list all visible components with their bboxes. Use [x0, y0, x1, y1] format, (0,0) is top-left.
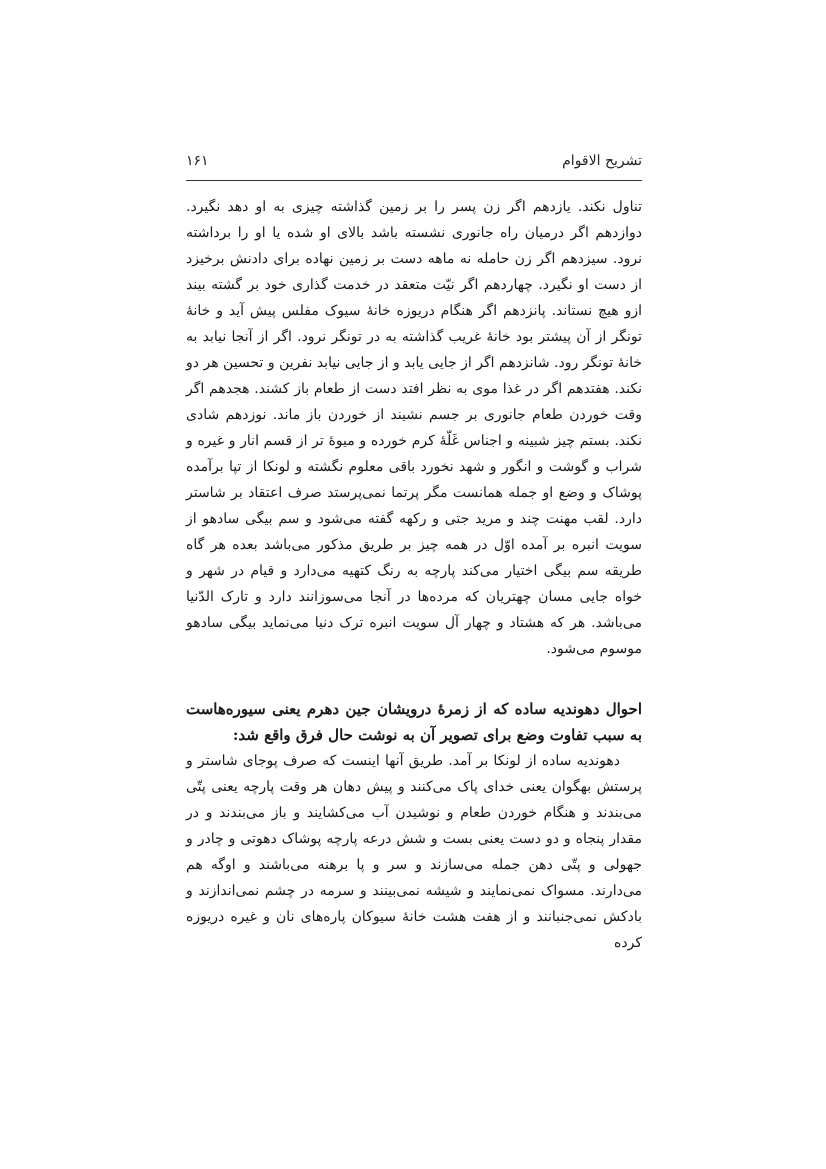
paragraph-2: دهوندیه ساده از لونکا بر آمد. طریق آنها اینست که صرف پوجای شاستر و پرستش بهگوان یعنی خدای پاک می‌کنند و پیش دهان هر وقت پارچه یعنی پتّی می‌بندند و هنگام خوردن طعام و نوشیدن آب می‌کشایند و باز می‌بندند و در مقدار پنجاه و دو دست یعنی بست و شش درعه پارچه پوشاک دهوتی و چادر و جهولی و پتّی دهن جمله می‌سازند و سر و پا برهنه می‌باشند و اوگه هم می‌دارند. مسواک نمی‌نمایند و شیشه نمی‌بینند و سرمه در چشم نمی‌اندازند و بادکش نمی‌جنبانند و از هفت هشت خانهٔ سیوکان پاره‌های نان و غیره دریوزه کرده — [186, 753, 642, 951]
paragraph-1: تناول نکند. یازدهم اگر زن پسر را بر زمین گذاشته چیزی به او دهد نگیرد. دوازدهم اگر درمیان راه جانوری نشسته باشد بالای او شده یا او را برداشته نرود. سیزدهم اگر زن حامله نه ماهه دست بر زمین نهاده برای دادنش برخیزد از دست او نگیرد. چهاردهم اگر نیّت متعقد در خدمت گذاری خود بر گشته بیند ازو هیچ نستاند. پانزدهم اگر هنگام دریوزه خانهٔ سیوک مفلس پیش آید و خانهٔ تونگر از آن پیشتر بود خانهٔ غریب گذاشته به در تونگر نرود. اگر از آنجا نیابد به خانهٔ تونگر رود. شانزدهم اگر از جایی یابد و از جایی نیابد نفرین و تحسین هر دو نکند. هفتدهم اگر در غذا موی به نظر افتد دست از طعام باز کشند. هجدهم اگر وقت خوردن طعام جانوری بر جسم نشیند از خوردن باز ماند. نوزدهم شادی نکند. بستم چیز شبینه و اجناس غَلّهٔ کرم خورده و میوهٔ تر از قسم انار و غیره و شراب و گوشت و انگور و شهد نخورد باقی معلوم نگشته و لونکا از تپا برآمده پوشاک و وضع او جمله همانست مگر پرتما نمی‌پرستد صرف اعتقاد بر شاستر دارد. لقب مهنت چند و مرید جتی و رکهه گفته می‌شود و سم بیگی سادهو از سویت انبره بر آمده اوّل در همه چیز بر طریق مذکور می‌باشد بعده هر گاه طریقه سم بیگی اختیار می‌کند پارچه به رنگ کتهیه می‌دارد و قیام در شهر و خواه جایی مسان چهتریان که مرده‌ها در آنجا می‌سوزانند دارد و تارک الدّنیا می‌باشد. هر که هشتاد و چهار آل سویت انبره ترک دنیا می‌نماید بیگی سادهو موسوم می‌شود. — [186, 199, 642, 657]
header-rule — [186, 180, 642, 181]
section-heading: احوال دهوندیه ساده که از زمرهٔ درویشان جین دهرم یعنی سیوره‌هاست به سبب تفاوت وضع برای تصویر آن به نوشت حال فرق واقع شد: — [186, 700, 642, 744]
page-header — [186, 151, 642, 179]
running-title: تشریح الاقوام — [562, 153, 642, 169]
page-body — [186, 194, 642, 956]
page-number: ۱۶۱ — [186, 153, 209, 169]
